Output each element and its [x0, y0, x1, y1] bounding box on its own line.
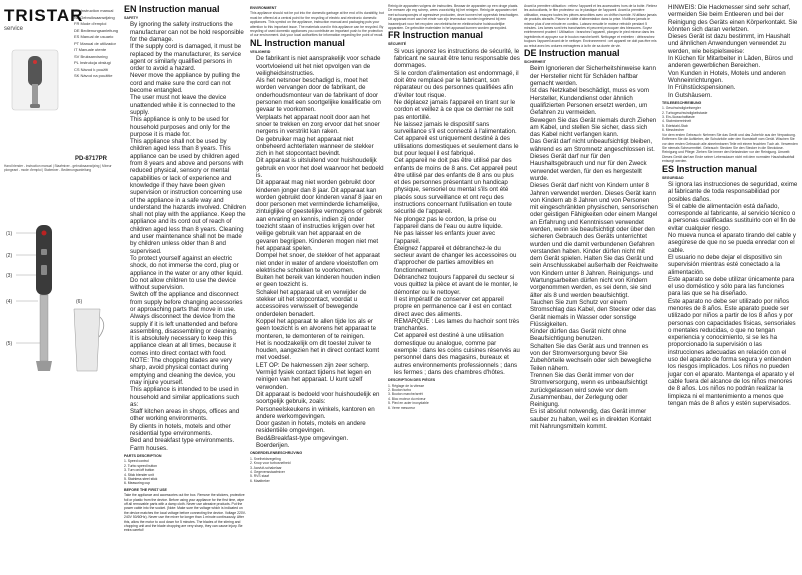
language-item: CS Návod k použití: [74, 66, 109, 72]
list-item: • De fabrikant is niet aansprakelijk voor schade voortvloeiend uit het niet opvolgen van de veiligheidsinstructies.: [256, 55, 384, 77]
language-item: EN Instruction manual: [74, 8, 114, 13]
parts-item: 4. Stick blender unit: [124, 472, 154, 477]
language-item: SK Návod na použitie: [74, 73, 113, 78]
list-item: • REMARQUE : Les lames du hachoir sont très tranchantes.: [394, 318, 520, 333]
column-de: [524, 4, 658, 572]
list-item: • Il est impératif de conserver cet appareil propre en permanence car il est en contact direct avec des aliments.: [394, 296, 520, 318]
parts-item: 2. Turbo speed button: [124, 463, 157, 468]
parts-item: 5. RVS staaf: [250, 474, 269, 479]
parts-item: 3. Bouton marche/arrêt: [388, 392, 423, 397]
language-item: IT Manuale utente: [74, 47, 107, 52]
list-item: • Bewegen Sie das Gerät niemals durch Ziehen am Kabel, und stellen Sie sicher, dass sich das Kabel nicht verfangen kann.: [530, 117, 658, 139]
cover-column: [0, 0, 122, 575]
list-item: • Tauchen Sie zum Schutz vor einem Stromschlag das Kabel, den Stecker oder das Gerät niemals in Wasser oder sonstige Flüssigkeiten.: [530, 299, 658, 328]
parts-item: 4. Gegevensstaafmixer: [250, 469, 285, 474]
column-en: [124, 4, 246, 572]
language-item: SV Bruksanvisning: [74, 53, 108, 59]
list-item: • Dieses Gerät darf nur für den Haushaltsgebrauch und nur für den Zweck verwendet werden, für den es hergestellt wurde.: [530, 153, 658, 182]
list-item: • Staff kitchen areas in shops, offices and other working environments.: [130, 408, 246, 423]
body-text: Reinig de apparaten volgens de instructies. Bewaar de apparaten op een droge plaats. De messen zijn erg scherp, wees voorzichtig bij het reinigen. Reinig de apparaten niet met schuursponsjes of agressieve producten, deze kunnen het oppervlak beschadigen. Dit apparaat moet aan het einde van zijn levensduur worden ingeleverd bij een inzamelpunt voor het recyclen van elektrische en elektronische huishoudelijke apparaten. De gebruikte materialen in het apparaat kunnen worden gerecycled.: [388, 4, 519, 31]
svg-text:(4): (4): [6, 299, 13, 305]
safety-list-fr: [388, 48, 520, 376]
list-item: • Schalten Sie das Gerät aus und trennen es von der Stromversorgung bevor Sie Zubehörteile wechseln oder sich bewegliche Teilen nähern.: [530, 343, 658, 372]
body-text: Avant la première utilisation : retirez l'appareil et les accessoires hors de la boîte. Retirez les autocollants, le film protecteur ou le plastique de l'appareil. Avant la première utilisation, essuyez toutes les pièces amovibles avec un chiffon humide. N'utilisez jamais de produits abrasifs. Placez le câble d'alimentation dans la prise. N'utilisez jamais le mixeur plus d'une minute en continu. Laissez ensuite le moteur refroidir pendant 5 minutes. Les lames sont très tranchantes et peuvent provoquer des blessures. Soyez extrêmement prudent ! Utilisation : branchez l'appareil, plongez le pied mixeur dans les ingrédients et appuyez sur le bouton marche/arrêt. Nettoyage et entretien : débranchez toujours l'appareil avant de le nettoyer. Environnement : cet appareil ne doit pas être mis au rebut avec les ordures ménagères à la fin de sa durée de vie.: [524, 4, 658, 48]
list-item: • Cet appareil ne doit pas être utilisé par des enfants de moins de 8 ans. Cet appareil peut être utilisé par des enfants de 8 ans ou plus et des personnes présentant un handicap physique, sensoriel ou mental s'ils ont été placés sous surveillance et ont reçu des instructions concernant l'utilisation en toute sécurité de l'appareil.: [394, 157, 520, 215]
svg-text:(2): (2): [6, 253, 13, 259]
parts-item: 2. Turbogeschwindigkeitstaste: [662, 110, 708, 115]
list-item: • In Küchen für Mitarbeiter in Läden, Büros und anderen gewerblichen Bereichen.: [668, 55, 798, 70]
list-item: • No mueva nunca el aparato tirando del cable y asegúrese de que no se pueda enredar con el cable.: [668, 232, 798, 254]
list-item: • De gebruiker mag het apparaat niet onbeheerd achterlaten wanneer de stekker zich in het stopcontact bevindt.: [256, 136, 384, 158]
section-heading: TEILEBESCHREIBUNG: [662, 100, 702, 105]
parts-item: 4. Stabmixereinheit: [662, 119, 692, 124]
list-item: • Este aparato se debe utilizar únicamente para el uso doméstico y sólo para las funciones para las que se ha diseñado.: [668, 276, 798, 298]
safety-list-en: [124, 21, 246, 452]
list-item: • Von Kunden in Hotels, Motels und anderen Wohneinrichtungen.: [668, 70, 798, 85]
list-item: • Ne pas laisser les enfants jouer avec l'appareil.: [394, 230, 520, 245]
section-title-nl: NL Instruction manual: [250, 37, 345, 48]
list-item: • Este aparato no debe ser utilizado por niños menores de 8 años. Este aparato puede ser utilizado por niños a partir de los 8 años y por personas con capacidades físicas, sensoriales o mentales reducidas, o que no tengan experiencia y conocimiento, si se les ha proporcionado la supervisión o las instrucciones adecuadas en relación con el uso del aparato de forma segura y entienden los riesgos implicados. Los niños no pueden jugar con el aparato. Mantenga el aparato y el cable fuera del alcance de los niños menores de 8 años. Los niños no podrán realizar la limpieza ni el mantenimiento a menos que tengan más de 8 años y estén supervisados.: [668, 298, 798, 407]
product-code: PD-8717PR: [75, 156, 108, 162]
list-item: • This appliance is intended to be used in household and similar applications such as:: [130, 386, 246, 408]
parts-item: 6. Verre mesureur: [388, 405, 416, 410]
safety-list-es: [662, 181, 798, 407]
list-item: • Ne laissez jamais le dispositif sans surveillance s'il est connecté à l'alimentation.: [394, 121, 520, 136]
brand-logo: TRISTAR: [4, 6, 84, 25]
list-item: • Si el cable de alimentación está dañado, corresponde al fabricante, al servicio técnico o a personas cualificadas sustituirlo con el fin de evitar cualquier riesgo.: [668, 203, 798, 232]
list-item: • Beim Ignorieren der Sicherheitshinweise kann der Hersteller nicht für Schäden haftbar gemacht werden.: [530, 65, 658, 87]
list-item: • Es ist absolut notwendig, das Gerät immer sauber zu halten, weil es in direkten Kontakt mit Nahrungsmitteln kommt.: [530, 408, 658, 430]
list-item: • Dieses Gerät darf nicht von Kindern unter 8 Jahren verwendet werden. Dieses Gerät kann von Kindern ab 8 Jahren und von Personen mit eingeschränkten physischen, sensorischen oder geistigen Fähigkeiten oder einem Mangel an Erfahrung und Kenntnissen verwendet werden, wenn sie beaufsichtigt oder über den sicheren Gebrauch des Geräts unterrichtet wurden und die damit verbundenen Gefahren verstanden haben. Kinder dürfen nicht mit dem Gerät spielen. Halten Sie das Gerät und sein Anschlusskabel außerhalb der Reichweite von Kindern unter 8 Jahren. Reinigungs- und Wartungsarbeiten dürfen nicht von Kindern vorgenommen werden, es sei denn, sie sind älter als 8 und werden beaufsichtigt.: [530, 182, 658, 299]
list-item: • Personeelskeukens in winkels, kantoren en andere werkomgevingen.: [256, 406, 384, 421]
safety-list-de: [524, 65, 658, 430]
language-item: NL Gebruiksaanwijzing: [74, 14, 115, 20]
list-item: • Koppel het apparaat te allen tijde los als er geen toezicht is en alvorens het apparaat te monteren, te demonteren of te reinigen.: [256, 318, 384, 340]
parts-item: 2. Bouton turbo: [388, 388, 412, 393]
parts-item: 5. Stainless steel stick: [124, 476, 158, 481]
svg-text:(3): (3): [6, 273, 13, 279]
section-title-en: EN Instruction manual: [124, 4, 220, 14]
safety-list-de-cont: [662, 4, 798, 99]
section-title-fr: FR Instruction manual: [388, 30, 484, 41]
body-text: This appliance should not be put into the domestic garbage at the end of its durability, but must be offered at a central point for the recycling of electric and electronic domestic appliances. This symbol on the appliance, instruction manual and packaging puts your attention to this important issue. The materials used in this appliance can be recycled. By recycling of used domestic appliances you contribute an important push to the protection of our environment. Ask your local authorities for information regarding the point of recall.: [250, 11, 384, 38]
parts-item: 2. Knop voor turbosnelheid: [250, 461, 291, 466]
product-photo: [4, 44, 66, 118]
svg-text:(1): (1): [6, 231, 13, 237]
safety-list-nl: [250, 55, 384, 449]
section-title-de: DE Instruction manual: [524, 48, 620, 59]
parts-diagram: [4, 185, 114, 385]
language-item: PT Manual de utilizador: [74, 40, 116, 46]
parts-item: 5. Edelstahl-Stab: [662, 123, 688, 128]
list-item: • Dompel het snoer, de stekker of het apparaat niet onder in water of andere vloeistoffen om elektrische schokken te voorkomen.: [256, 252, 384, 274]
list-item: • Si ignora las instrucciones de seguridad, exime al fabricante de toda responsabilidad por posibles daños.: [668, 181, 798, 203]
list-item: • This appliance shall not be used by children aged less than 8 years. This appliance can be used by children aged from 8 years and above and persons with reduced physical, sensory or mental capabilities or lack of experience and knowledge if they have been given supervision or instruction concerning use of the appliance in a safe way and understand the hazards involved. Children shall not play with the appliance. Keep the appliance and its cord out of reach of children aged less than 8 years. Cleaning and user maintenance shall not be made by children unless older than 8 and supervised.: [130, 138, 246, 255]
list-item: • Si vous ignorez les instructions de sécurité, le fabricant ne saurait être tenu responsable des dommages.: [394, 48, 520, 70]
section-heading: SÉCURITÉ: [388, 42, 407, 47]
section-heading: DESCRIPTION DES PIÈCES: [388, 378, 436, 383]
column-nl: [250, 4, 384, 572]
model-fineprint: Hand blender - instruction manual | Staafmixer - gebruiksaanwijzing | Mixeur plongeant - mode d'emploi | Stabmixer - Bedienungsanleitung: [4, 164, 112, 173]
list-item: • In Frühstückspensionen.: [668, 84, 798, 91]
list-item: • Éteignez l'appareil et débranchez-le du secteur avant de changer les accessoires ou d'approcher de parties amovibles en fonctionnement.: [394, 245, 520, 274]
list-item: • Ne plongez pas le cordon, la prise ou l'appareil dans de l'eau ou autre liquide.: [394, 216, 520, 231]
section-heading: SEGURIDAD: [662, 175, 684, 180]
list-item: • Buiten het bereik van kinderen houden indien er geen toezicht is.: [256, 274, 384, 289]
list-item: • LET OP: De hakmessen zijn zeer scherp. Vermijd fysiek contact tijdens het legen en reinigen van het apparaat. U kunt uzelf verwonden.: [256, 362, 384, 391]
list-item: • Si le cordon d'alimentation est endommagé, il doit être remplacé par le fabricant, son réparateur ou des personnes qualifiées afin d'éviter tout risque.: [394, 70, 520, 99]
list-item: • If the supply cord is damaged, it must be replaced by the manufacturer, its service agent or similarly qualified persons in order to avoid a hazard.: [130, 43, 246, 72]
parts-item: 6. Measuring cup: [124, 481, 151, 486]
list-item: • Always disconnect the device from the supply if it is left unattended and before assembling, disassembling or cleaning.: [130, 313, 246, 335]
list-item: • By clients in hotels, motels and other residential type environments.: [130, 423, 246, 438]
list-item: • Door gasten in hotels, motels en andere residentiële omgevingen.: [256, 420, 384, 435]
parts-item: 4. Bloc moteur du mixeur: [388, 396, 426, 401]
list-item: • Débranchez toujours l'appareil du secteur si vous quittez la pièce et avant de le monter, le démonter ou le nettoyer.: [394, 274, 520, 296]
parts-item: 1. Speed control: [124, 459, 149, 464]
list-item: • In Gutshäusern.: [668, 92, 798, 99]
list-item: • Bed&Breakfast-type omgevingen.: [256, 435, 384, 442]
list-item: • Cet appareil est uniquement destiné à des utilisations domestiques et seulement dans le but pour lequel il est fabriqué.: [394, 135, 520, 157]
section-heading: VEILIGHEID: [250, 49, 271, 54]
list-item: • Bed and breakfast type environments.: [130, 437, 246, 444]
list-item: • Het is noodzakelijk om dit toestel zuiver te houden, aangezien het in direct contact komt met voedsel.: [256, 340, 384, 362]
list-item: • Trennen Sie das Gerät immer von der Stromversorgung, wenn es unbeaufsichtigt zurückgelassen wird sowie vor dem Zusammenbau, der Zerlegung oder Reinigung.: [530, 372, 658, 408]
list-item: • Never move the appliance by pulling the cord and make sure the cord can not become entangled.: [130, 72, 246, 94]
svg-text:(5): (5): [6, 341, 13, 347]
list-item: • Ist das Netzkabel beschädigt, muss es vom Hersteller, Kundendienst oder ähnlich qualifizierten Personen ersetzt werden, um Gefahren zu vermeiden.: [530, 87, 658, 116]
body-text: Take the appliance and accessories out the box. Remove the stickers, protective foil or plastic from the device. Before using your appliance for the first time, wipe off all removable parts with a damp cloth. Never use abrasive products. Put the power cable into the socket. (Note: Make sure the voltage which is indicated on the device matches the local voltage before connecting the device. Voltage 220V-240V 50/60Hz). Never use the mixer for longer than 1 minute continuously. After this, allow the motor to cool down for 5 minutes. The blades of the stirring and chopping unit and the blade chopping are very sharp, they can cause injury. Be extra careful!: [124, 493, 246, 533]
list-item: • Das Gerät darf nicht unbeaufsichtigt bleiben, während es am Stromnetz angeschlossen ist.: [530, 138, 658, 153]
list-item: • Als het netsnoer beschadigd is, moet het worden vervangen door de fabrikant, de onderhoudsmonteur van de fabrikant of door personen met een soortgelijke kwalificatie om gevaar te voorkomen.: [256, 77, 384, 113]
section-heading: BEFORE THE FIRST USE: [124, 487, 167, 492]
language-list: [74, 8, 124, 80]
parts-item: 1. Geschwindigkeitsregler: [662, 106, 701, 111]
list-item: • HINWEIS: Die Hackmesser sind sehr scharf, vermeiden Sie beim Entleeren und bei der Reinigung des Geräts einen Körperkontakt. Sie könnten sich daran verletzen.: [668, 4, 798, 33]
parts-item: 3. Ein-/Ausschalttaste: [662, 115, 695, 120]
brand-tagline: service: [4, 26, 24, 32]
language-item: ES Manual de usuario: [74, 34, 114, 39]
list-item: • Switch off the appliance and disconnect from supply before changing accessories or approaching parts that move in use.: [130, 291, 246, 313]
list-item: • Boerderijen.: [256, 442, 384, 449]
parts-item: 1. Réglage de la vitesse: [388, 383, 425, 388]
section-title-es: ES Instruction manual: [662, 163, 758, 174]
parts-item: 5. Pied en acier inoxydable: [388, 401, 429, 406]
section-heading: SICHERHEIT: [524, 60, 546, 65]
section-heading: SAFETY: [124, 16, 139, 20]
language-item: DE Bedienungsanleitung: [74, 27, 119, 33]
body-text: Vor dem ersten Gebrauch: Nehmen Sie das Gerät und das Zubehör aus der Verpackung. Entfernen Sie die Aufkleber, die Schutzfolie oder den Kunststoff vom Gerät. Wischen Sie vor dem ersten Gebrauch alle abnehmbaren Teile mit einem feuchten Tuch ab. Verwenden Sie niemals Scheuermittel. Gebrauch: Stecken Sie den Stecker in die Steckdose. Reinigung und Pflege: Ziehen Sie immer den Netzstecker vor der Reinigung. Umwelt: Dieses Gerät darf am Ende seiner Lebensdauer nicht mit dem normalen Haushaltsabfall entsorgt werden.: [662, 132, 798, 164]
list-item: • Schakel het apparaat uit en verwijder de stekker uit het stopcontact, voordat u accessoires verwisselt of bewegende onderdelen benadert.: [256, 289, 384, 318]
parts-item: 6. Messbecher: [662, 128, 685, 133]
section-heading: ENVIRONMENT: [250, 6, 277, 10]
parts-item: 1. Snelheidsregeling: [250, 456, 281, 461]
svg-text:(6): (6): [76, 299, 83, 305]
list-item: • By ignoring the safety instructions the manufacturer can not be hold responsible for the damage.: [130, 21, 246, 43]
column-fr: [388, 4, 520, 572]
list-item: • This appliance is only to be used for household purposes and only for the purpose it is made for.: [130, 116, 246, 138]
list-item: • Ne déplacez jamais l'appareil en tirant sur le cordon et veillez à ce que ce dernier ne soit pas entortillé.: [394, 99, 520, 121]
list-item: • Dit apparaat is bedoeld voor huishoudelijk en soortgelijk gebruik, zoals:: [256, 391, 384, 406]
list-item: • NOTE: The chopping blades are very sharp, avoid physical contact during emptying and cleaning the device, you may injure yourself.: [130, 357, 246, 386]
list-item: • The user must not leave the device unattended while it is connected to the supply.: [130, 94, 246, 116]
list-item: • Dit apparaat mag niet worden gebruikt door kinderen jonger dan 8 jaar. Dit apparaat kan worden gebruikt door kinderen vanaf 8 jaar en door personen met verminderde lichamelijke, zintuiglijke of geestelijke vermogens of gebrek aan ervaring en kennis, indien zij onder toezicht staan of instructies krijgen over het veilige gebruik van het apparaat en de gevaren begrijpen. Kinderen mogen niet met het apparaat spelen.: [256, 179, 384, 252]
section-heading: ONDERDELENBESCHRIJVING: [250, 451, 303, 456]
section-heading: PARTS DESCRIPTION: [124, 453, 162, 458]
parts-item: 3. Turn on/off button: [124, 468, 155, 473]
list-item: • Kinder dürfen das Gerät nicht ohne Beaufsichtigung benutzen.: [530, 328, 658, 343]
list-item: • To protect yourself against an electric shock, do not immerse the cord, plug or appliance in the water or any other liquid.: [130, 255, 246, 277]
list-item: • Dit apparaat is uitsluitend voor huishoudelijk gebruik en voor het doel waarvoor het bedoeld is.: [256, 157, 384, 179]
column-es: [662, 4, 798, 572]
list-item: • Dieses Gerät ist dazu bestimmt, im Haushalt und ähnlichen Anwendungen verwendet zu werden, wie beispielsweise:: [668, 33, 798, 55]
language-item: FR Mode d'emploi: [74, 21, 107, 26]
list-item: • Do not allow children to use the device without supervision.: [130, 277, 246, 292]
list-item: • It is absolutely necessary to keep this appliance clean at all times, because it comes into direct contact with food.: [130, 335, 246, 357]
list-item: • Farm houses.: [130, 445, 246, 452]
parts-item: 6. Maatbeker: [250, 478, 270, 483]
language-item: PL Instrukcja obsługi: [74, 60, 111, 65]
list-item: • Cet appareil est destiné à une utilisation domestique ou analogue, comme par exemple : dans les coins cuisines réservés au personnel dans des magasins, bureaux et autres environnements professionnels ; dans les fermes ; dans des chambres d'hôtes.: [394, 332, 520, 376]
parts-item: 3. Aan/uit-schakelaar: [250, 465, 282, 470]
list-item: • El usuario no debe dejar el dispositivo sin supervisión mientras esté conectado a la alimentación.: [668, 254, 798, 276]
list-item: • Verplaats het apparaat nooit door aan het snoer te trekken en zorg ervoor dat het snoer nergens in verstrikt kan raken.: [256, 114, 384, 136]
